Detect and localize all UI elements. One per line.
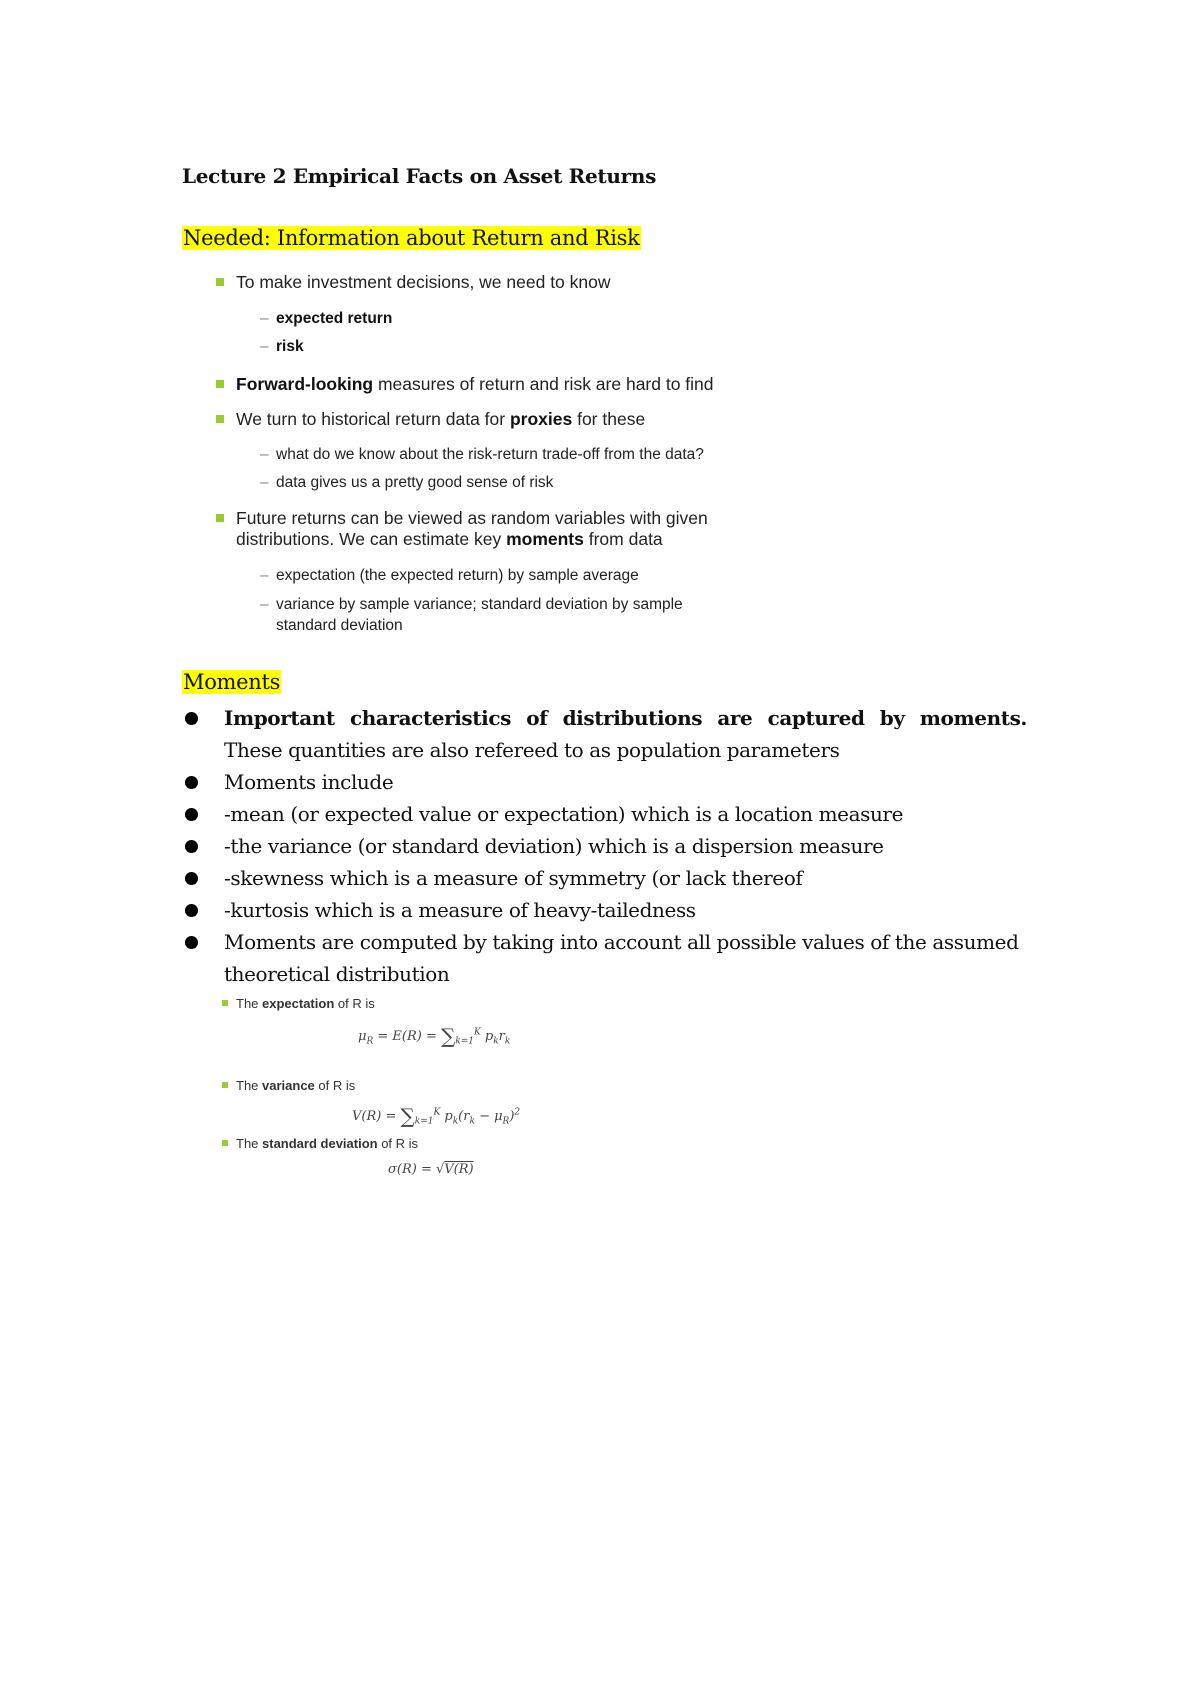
slide-sub-bullet: – variance by sample variance; standard deviation by sample standard deviation [260, 596, 683, 634]
expectation-formula: $\mu_R = E(R) = \sum_{k=1}^K$ $p_kr_k$ [358, 1024, 511, 1048]
slide-sub-bullet: – risk [260, 338, 304, 355]
slide-sub-bullet: – expected return [260, 310, 393, 327]
green-square-bullet-icon [216, 380, 224, 388]
slide-bullet: To make investment decisions, we need to know [236, 272, 611, 293]
green-square-bullet-icon [216, 278, 224, 286]
dash-icon: – [260, 567, 269, 584]
slide-sub-bullet: – expectation (the expected return) by sample average [260, 567, 639, 584]
formula-label-expectation: The expectation of R is [236, 996, 375, 1011]
green-square-bullet-icon [216, 514, 224, 522]
formula-label-standard-deviation: The standard deviation of R is [236, 1136, 418, 1151]
page-title: Lecture 2 Empirical Facts on Asset Returns [182, 164, 657, 188]
list-item: Moments are computed by taking into account all possible values of the assumed theoretical distribution [182, 926, 1027, 990]
highlighted-heading-text: Needed: Information about Return and Risk [183, 226, 640, 250]
bullet-dot-icon [185, 776, 198, 789]
list-item: Moments include [182, 766, 1027, 798]
slide-sub-bullet: – what do we know about the risk-return trade-off from the data? [260, 446, 704, 463]
bullet-dot-icon [185, 808, 198, 821]
slide-bullet: We turn to historical return data for proxies for these [236, 409, 645, 430]
dash-icon: – [260, 596, 269, 613]
standard-deviation-formula: σ(R) = √V(R) [388, 1162, 474, 1177]
section-heading-moments [182, 670, 281, 694]
highlighted-heading-text: Moments [183, 670, 281, 694]
bullet-dot-icon [185, 840, 198, 853]
green-square-bullet-icon [216, 415, 224, 423]
dash-icon: – [260, 474, 269, 491]
slide-sub-bullet: – data gives us a pretty good sense of risk [260, 474, 554, 491]
moments-list [182, 702, 1027, 990]
dash-icon: – [260, 338, 269, 355]
bullet-dot-icon [185, 936, 198, 949]
slide-bullet: Future returns can be viewed as random variables with given distributions. We can estimate key moments from data [236, 508, 708, 550]
variance-formula: $V(R) = \sum_{k=1}^K$ $p_k(r_k - \mu_R)^2$ [352, 1104, 521, 1128]
bullet-dot-icon [185, 904, 198, 917]
list-item: -kurtosis which is a measure of heavy-tailedness [182, 894, 1027, 926]
list-item: -skewness which is a measure of symmetry (or lack thereof [182, 862, 1027, 894]
green-square-bullet-icon [222, 1000, 228, 1006]
list-item: Important characteristics of distributions are captured by moments. These quantities are also refereed to as population parameters [182, 702, 1027, 766]
bullet-dot-icon [185, 872, 198, 885]
list-item: -mean (or expected value or expectation) which is a location measure [182, 798, 1027, 830]
dash-icon: – [260, 446, 269, 463]
list-item: -the variance (or standard deviation) which is a dispersion measure [182, 830, 1027, 862]
formula-label-variance: The variance of R is [236, 1078, 355, 1093]
slide-bullet: Forward-looking measures of return and risk are hard to find [236, 374, 714, 395]
section-heading-return-risk [182, 226, 641, 250]
bullet-dot-icon [185, 712, 198, 725]
dash-icon: – [260, 310, 269, 327]
green-square-bullet-icon [222, 1140, 228, 1146]
green-square-bullet-icon [222, 1082, 228, 1088]
